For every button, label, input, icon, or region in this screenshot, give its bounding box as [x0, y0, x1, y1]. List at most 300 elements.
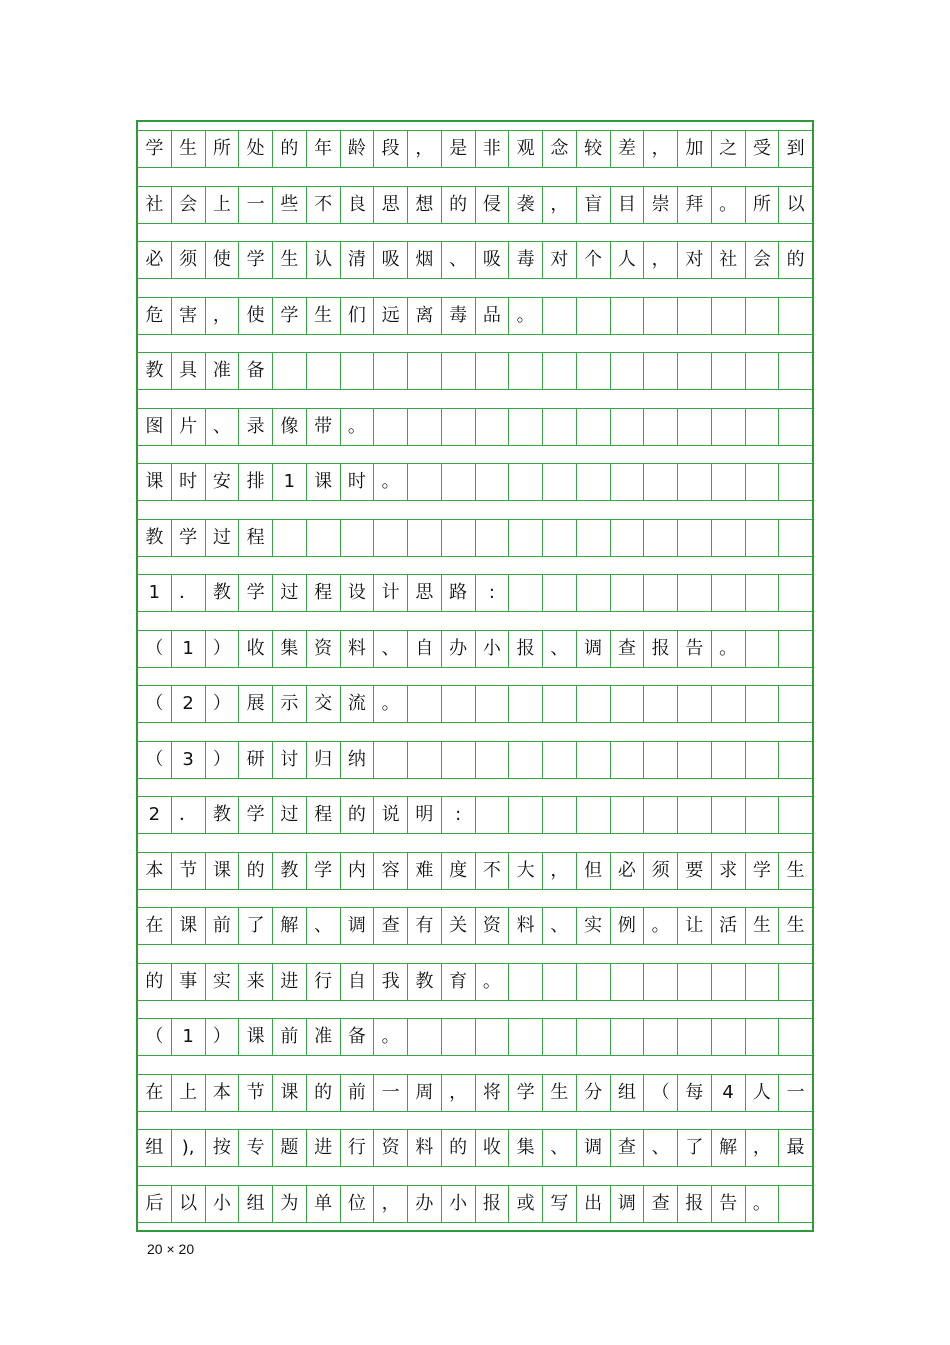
grid-cell: 过 — [272, 796, 306, 833]
grid-cell: 前 — [340, 1074, 374, 1111]
grid-cell: 过 — [205, 519, 239, 556]
grid-cell — [677, 463, 711, 500]
grid-cell: 像 — [272, 408, 306, 445]
grid-cell — [610, 519, 644, 556]
grid-cell: 组 — [610, 1074, 644, 1111]
grid-cell: 些 — [272, 186, 306, 223]
row-bottom-line — [138, 1055, 812, 1056]
grid-cell: 使 — [205, 241, 239, 278]
grid-cell — [373, 352, 407, 389]
grid-cell: 报 — [475, 1185, 509, 1222]
grid-cell: 调 — [340, 907, 374, 944]
grid-cell: 的 — [238, 852, 272, 889]
grid-cell: （ — [145, 692, 164, 714]
grid-cell: 行 — [306, 963, 340, 1000]
grid-cell: 一 — [778, 1074, 812, 1111]
grid-cell: 拜 — [677, 186, 711, 223]
grid-cell — [407, 685, 441, 722]
grid-cell: 纳 — [340, 741, 374, 778]
grid-cell: 不 — [306, 186, 340, 223]
grid-cell — [643, 463, 677, 500]
grid-cell — [745, 741, 779, 778]
grid-cell — [745, 796, 779, 833]
row-bottom-line — [138, 778, 812, 779]
grid-cell — [677, 963, 711, 1000]
grid-cell — [542, 963, 576, 1000]
grid-cell — [576, 685, 610, 722]
grid-cell: 自 — [407, 630, 441, 667]
grid-cell: 思 — [373, 186, 407, 223]
grid-cell: 较 — [576, 130, 610, 167]
grid-cell: 归 — [306, 741, 340, 778]
grid-cell: 的 — [306, 1074, 340, 1111]
grid-cell: 、 — [643, 1129, 677, 1166]
grid-cell: 的 — [441, 186, 475, 223]
grid-cell: 念 — [542, 130, 576, 167]
grid-cell: 度 — [441, 852, 475, 889]
grid-cell — [677, 519, 711, 556]
grid-cell: 大 — [508, 852, 542, 889]
grid-cell: 上 — [205, 186, 239, 223]
row-bottom-line — [138, 223, 812, 224]
grid-cell: 查 — [643, 1185, 677, 1222]
grid-cell — [677, 685, 711, 722]
grid-cell: 毒 — [441, 297, 475, 334]
grid-cell — [711, 963, 745, 1000]
grid-cell — [778, 352, 812, 389]
grid-cell: 、 — [441, 241, 475, 278]
grid-cell — [778, 574, 812, 611]
grid-cell — [441, 519, 475, 556]
grid-cell: 料 — [508, 907, 542, 944]
grid-cell — [542, 463, 576, 500]
grid-cell — [542, 352, 576, 389]
grid-cell — [340, 352, 374, 389]
grid-cell: 学 — [508, 1074, 542, 1111]
grid-row — [138, 408, 812, 445]
grid-cell — [778, 1185, 812, 1222]
grid-cell — [576, 352, 610, 389]
grid-cell — [475, 352, 509, 389]
grid-cell: 来 — [238, 963, 272, 1000]
grid-cell: 或 — [508, 1185, 542, 1222]
grid-cell: ． — [171, 574, 205, 611]
grid-cell: 。 — [745, 1185, 779, 1222]
grid-cell: 时 — [171, 463, 205, 500]
grid-cell: 人 — [610, 241, 644, 278]
grid-cell: ， — [407, 130, 441, 167]
grid-cell: 、 — [542, 1129, 576, 1166]
manuscript-grid — [136, 120, 814, 1232]
row-bottom-line — [138, 833, 812, 834]
grid-cell: 后 — [145, 1192, 164, 1214]
grid-cell: 调 — [610, 1185, 644, 1222]
grid-cell — [610, 408, 644, 445]
grid-cell: 集 — [272, 630, 306, 667]
grid-cell: 为 — [272, 1185, 306, 1222]
grid-cell — [711, 519, 745, 556]
row-bottom-line — [138, 1222, 812, 1223]
grid-cell: 的 — [145, 970, 164, 992]
grid-cell — [711, 574, 745, 611]
grid-cell: 教 — [205, 796, 239, 833]
grid-row — [138, 463, 812, 500]
grid-cell — [610, 297, 644, 334]
grid-cell: 节 — [238, 1074, 272, 1111]
grid-cell: 位 — [340, 1185, 374, 1222]
grid-cell: 流 — [340, 685, 374, 722]
grid-cell: 年 — [306, 130, 340, 167]
grid-cell: 学 — [238, 241, 272, 278]
grid-cell: 毒 — [508, 241, 542, 278]
grid-cell: 生 — [745, 907, 779, 944]
grid-row — [138, 1018, 812, 1055]
grid-cell — [711, 796, 745, 833]
grid-cell: 路 — [441, 574, 475, 611]
grid-cell: 课 — [205, 852, 239, 889]
grid-cell: 录 — [238, 408, 272, 445]
grid-cell — [475, 796, 509, 833]
row-bottom-line — [138, 1111, 812, 1112]
grid-cell: 本 — [205, 1074, 239, 1111]
grid-cell: 资 — [475, 907, 509, 944]
grid-cell: 须 — [171, 241, 205, 278]
grid-row — [138, 519, 812, 556]
grid-cell: 2 — [171, 685, 205, 722]
grid-cell: 学 — [238, 574, 272, 611]
grid-cell: 对 — [542, 241, 576, 278]
grid-cell: ． — [171, 796, 205, 833]
grid-cell — [508, 519, 542, 556]
grid-cell: （ — [643, 1074, 677, 1111]
grid-row — [138, 1074, 812, 1111]
grid-row — [138, 630, 812, 667]
grid-cell: 清 — [340, 241, 374, 278]
grid-cell: 袭 — [508, 186, 542, 223]
grid-cell: 备 — [340, 1018, 374, 1055]
grid-cell: 教 — [407, 963, 441, 1000]
grid-cell: 个 — [576, 241, 610, 278]
grid-cell: 课 — [272, 1074, 306, 1111]
grid-cell — [576, 1018, 610, 1055]
grid-row — [138, 796, 812, 833]
grid-cell — [475, 1018, 509, 1055]
grid-cell: 社 — [711, 241, 745, 278]
grid-cell: 课 — [306, 463, 340, 500]
grid-cell: 社 — [145, 193, 164, 215]
grid-cell: 安 — [205, 463, 239, 500]
grid-cell — [745, 1018, 779, 1055]
grid-cell — [745, 297, 779, 334]
grid-cell: 收 — [475, 1129, 509, 1166]
grid-cell: 办 — [407, 1185, 441, 1222]
grid-cell — [407, 352, 441, 389]
grid-cell: 远 — [373, 297, 407, 334]
grid-cell: 以 — [778, 186, 812, 223]
grid-cell — [610, 574, 644, 611]
grid-cell: 处 — [238, 130, 272, 167]
grid-cell: 害 — [171, 297, 205, 334]
grid-cell: ， — [373, 1185, 407, 1222]
grid-cell — [508, 963, 542, 1000]
grid-cell: 。 — [643, 907, 677, 944]
grid-cell: 教 — [145, 526, 164, 548]
grid-cell: 周 — [407, 1074, 441, 1111]
grid-cell — [508, 352, 542, 389]
grid-cell: 按 — [205, 1129, 239, 1166]
grid-cell — [711, 685, 745, 722]
grid-cell — [677, 408, 711, 445]
grid-cell: 侵 — [475, 186, 509, 223]
grid-cell — [745, 519, 779, 556]
grid-cell: 。 — [373, 685, 407, 722]
grid-cell: ， — [643, 241, 677, 278]
grid-cell: 程 — [306, 574, 340, 611]
grid-cell: 认 — [306, 241, 340, 278]
grid-cell: 所 — [205, 130, 239, 167]
grid-cell: 、 — [306, 907, 340, 944]
grid-cell — [711, 741, 745, 778]
grid-cell — [576, 574, 610, 611]
grid-cell — [475, 408, 509, 445]
grid-cell: 1 — [272, 463, 306, 500]
grid-cell — [407, 741, 441, 778]
grid-cell — [745, 352, 779, 389]
grid-cell: 、 — [205, 408, 239, 445]
grid-cell: 调 — [576, 1129, 610, 1166]
grid-cell — [745, 574, 779, 611]
grid-cell — [441, 741, 475, 778]
grid-cell — [610, 796, 644, 833]
grid-cell: 不 — [475, 852, 509, 889]
grid-cell — [272, 352, 306, 389]
grid-cell: 在 — [145, 1081, 164, 1103]
grid-cell: （ — [145, 637, 164, 659]
grid-cell: 。 — [373, 463, 407, 500]
grid-cell: 会 — [745, 241, 779, 278]
grid-cell — [576, 796, 610, 833]
grid-cell: 想 — [407, 186, 441, 223]
grid-cell — [475, 463, 509, 500]
grid-cell: 教 — [145, 359, 164, 381]
grid-cell: 排 — [238, 463, 272, 500]
grid-cell — [407, 463, 441, 500]
grid-cell: 教 — [205, 574, 239, 611]
grid-cell: 1 — [171, 1018, 205, 1055]
grid-cell: 。 — [508, 297, 542, 334]
grid-cell: 报 — [643, 630, 677, 667]
grid-cell: 学 — [306, 852, 340, 889]
grid-cell: 明 — [407, 796, 441, 833]
grid-cell: 生 — [306, 297, 340, 334]
grid-cell — [711, 1018, 745, 1055]
grid-cell: 片 — [171, 408, 205, 445]
grid-cell: 4 — [711, 1074, 745, 1111]
grid-cell: 学 — [171, 519, 205, 556]
grid-row — [138, 574, 812, 611]
grid-cell — [373, 519, 407, 556]
grid-cell: 生 — [542, 1074, 576, 1111]
grid-cell — [745, 463, 779, 500]
grid-cell: 程 — [238, 519, 272, 556]
grid-cell: 盲 — [576, 186, 610, 223]
grid-cell: 是 — [441, 130, 475, 167]
grid-cell — [508, 408, 542, 445]
row-bottom-line — [138, 667, 812, 668]
grid-cell — [677, 297, 711, 334]
grid-cell: 非 — [475, 130, 509, 167]
grid-cell — [576, 741, 610, 778]
grid-cell: （ — [145, 748, 164, 770]
grid-cell: 。 — [711, 630, 745, 667]
grid-cell: 龄 — [340, 130, 374, 167]
grid-row — [138, 352, 812, 389]
grid-cell: ， — [205, 297, 239, 334]
grid-row — [138, 130, 812, 167]
grid-cell: 备 — [238, 352, 272, 389]
grid-cell — [542, 297, 576, 334]
grid-cell: 要 — [677, 852, 711, 889]
grid-cell — [475, 685, 509, 722]
grid-cell: 过 — [272, 574, 306, 611]
grid-cell: ， — [542, 186, 576, 223]
grid-cell: 2 — [148, 803, 161, 825]
grid-cell: 课 — [145, 470, 164, 492]
grid-cell: 的 — [272, 130, 306, 167]
grid-cell: 必 — [610, 852, 644, 889]
grid-cell — [778, 685, 812, 722]
grid-cell: 准 — [306, 1018, 340, 1055]
grid-cell: 收 — [238, 630, 272, 667]
grid-cell: 前 — [205, 907, 239, 944]
grid-cell: 目 — [610, 186, 644, 223]
grid-cell: 烟 — [407, 241, 441, 278]
grid-cell: 了 — [677, 1129, 711, 1166]
grid-cell: 解 — [711, 1129, 745, 1166]
grid-cell: 计 — [373, 574, 407, 611]
grid-cell — [745, 963, 779, 1000]
row-bottom-line — [138, 167, 812, 168]
grid-cell: 之 — [711, 130, 745, 167]
grid-cell: 分 — [576, 1074, 610, 1111]
grid-cell: 对 — [677, 241, 711, 278]
grid-cell: 思 — [407, 574, 441, 611]
grid-cell — [778, 1018, 812, 1055]
grid-cell — [542, 574, 576, 611]
grid-cell: 3 — [171, 741, 205, 778]
grid-cell: 内 — [340, 852, 374, 889]
row-bottom-line — [138, 556, 812, 557]
grid-cell: 节 — [171, 852, 205, 889]
grid-cell: 展 — [238, 685, 272, 722]
grid-cell — [508, 796, 542, 833]
grid-cell — [576, 963, 610, 1000]
grid-cell: 学 — [745, 852, 779, 889]
grid-cell: 生 — [778, 852, 812, 889]
grid-cell — [610, 741, 644, 778]
grid-cell — [576, 519, 610, 556]
grid-cell — [643, 963, 677, 1000]
grid-cell: 出 — [576, 1185, 610, 1222]
grid-cell: 让 — [677, 907, 711, 944]
grid-cell: 解 — [272, 907, 306, 944]
grid-cell: 受 — [745, 130, 779, 167]
grid-cell: 。 — [340, 408, 374, 445]
grid-cell — [407, 408, 441, 445]
grid-cell: 料 — [340, 630, 374, 667]
grid-cell — [643, 352, 677, 389]
grid-cell: 组 — [238, 1185, 272, 1222]
grid-cell: 程 — [306, 796, 340, 833]
row-bottom-line — [138, 944, 812, 945]
grid-cell: 学 — [238, 796, 272, 833]
grid-cell — [643, 574, 677, 611]
grid-cell: 以 — [171, 1185, 205, 1222]
grid-cell: 实 — [576, 907, 610, 944]
grid-cell: 的 — [340, 796, 374, 833]
grid-cell: 加 — [677, 130, 711, 167]
grid-row — [138, 685, 812, 722]
grid-cell: ） — [205, 630, 239, 667]
grid-cell: 专 — [238, 1129, 272, 1166]
grid-cell — [643, 408, 677, 445]
grid-cell: 求 — [711, 852, 745, 889]
grid-cell — [778, 463, 812, 500]
grid-cell: 前 — [272, 1018, 306, 1055]
grid-cell — [542, 685, 576, 722]
grid-cell: 说 — [373, 796, 407, 833]
grid-cell: ， — [441, 1074, 475, 1111]
grid-cell: 查 — [610, 630, 644, 667]
grid-cell: 、 — [542, 630, 576, 667]
grid-cell: 学 — [145, 137, 164, 159]
grid-cell: 行 — [340, 1129, 374, 1166]
grid-cell — [745, 685, 779, 722]
grid-cell: 时 — [340, 463, 374, 500]
grid-cell — [576, 297, 610, 334]
grid-cell — [677, 574, 711, 611]
row-bottom-line — [138, 389, 812, 390]
grid-cell: 图 — [145, 415, 164, 437]
grid-cell: 所 — [745, 186, 779, 223]
grid-cell: ） — [205, 1018, 239, 1055]
grid-cell: 查 — [610, 1129, 644, 1166]
grid-cell: 具 — [171, 352, 205, 389]
grid-cell — [643, 519, 677, 556]
row-bottom-line — [138, 611, 812, 612]
grid-cell — [542, 741, 576, 778]
grid-cell: ） — [205, 685, 239, 722]
grid-cell — [711, 352, 745, 389]
grid-cell: 但 — [576, 852, 610, 889]
grid-cell — [778, 963, 812, 1000]
grid-cell: ， — [542, 852, 576, 889]
grid-cell: 报 — [677, 1185, 711, 1222]
grid-cell — [711, 408, 745, 445]
grid-cell: 生 — [272, 241, 306, 278]
grid-cell — [508, 685, 542, 722]
grid-cell: 小 — [205, 1185, 239, 1222]
grid-cell: 讨 — [272, 741, 306, 778]
grid-cell: 学 — [272, 297, 306, 334]
grid-cell: 单 — [306, 1185, 340, 1222]
grid-row — [138, 963, 812, 1000]
grid-cell: 最 — [778, 1129, 812, 1166]
grid-cell: 本 — [145, 859, 164, 881]
grid-cell: 、 — [373, 630, 407, 667]
grid-cell: 教 — [272, 852, 306, 889]
grid-cell: : — [441, 796, 475, 833]
